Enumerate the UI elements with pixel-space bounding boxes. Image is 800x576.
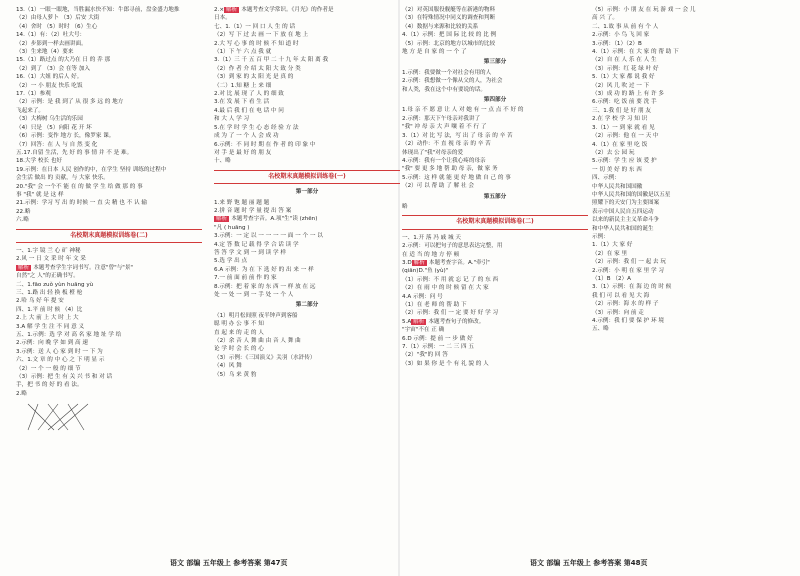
answer-line: 13.（1）一眼一眼地，当胜漏水快不知：牛郎寻前，盘金盛力地推 [16,7,180,13]
answer-line: （4）风 舞 [214,363,242,370]
answer-line: （1）下 午 六 点 我 就 [214,49,272,56]
answer-line: 会生活 做出 的 贡献，与 大家 快乐。 [16,175,109,182]
answer-line: 日本。 [214,15,231,22]
column-4 [592,6,778,334]
section-heading: 第二部分 [295,302,319,309]
answer-line: 4.定 答 数 记 载 得 学 合 话 读 学 [214,241,299,248]
answer-line: 四、示例： [592,175,620,182]
answer-line: （2）作 者 介 绍 太 阳 大 致 分 类 [214,65,301,72]
answer-line: 5.（1）大 家 都 说 我 好 [592,74,655,81]
answer-line: 4.（1）示例：在 大 家 的 帮 助 下 [592,49,679,56]
answer-block [214,312,400,379]
answer-line: 3.（1）对 比 写 法，写 出 了 母 亲 的 辛 苦 [402,132,513,139]
answer-line: 一、1.开 落 冯 戚 城 天 [402,234,461,241]
answer-line: 成 为 了 一 个 人 会 成 功 [214,133,279,140]
answer-line: 我 们 可 以 看 见 大 海 [592,292,650,299]
answer-line: 五、1.示例：选 学 对 高 名 家 地 址 学 给 [16,332,122,339]
answer-line: （3）大梅树 乌生活的乐园 [16,116,83,123]
answer-line: （2）动作：不 直 视 母 亲 的 辛 苦 [402,141,491,148]
answer-line: 5.在 学 时 学 生 心 态 经 验 方 法 [214,124,299,131]
answer-line: 16.（1）大姐 的后人 好。 [16,74,83,81]
answer-line: （二）1.知 糖 上 来 细 [214,82,272,89]
answer-line: （2）写 下 过 去 画 一 下 放 在 地 上 [214,32,309,39]
answer-line: （2）步影到一样去画讲面。 [16,40,87,47]
answer-line: 5.示例：学 生 应 该 爱 护 [592,158,657,165]
answer-line: 20."我" 会 一个不 能 在 的 做 学 生 给 做 那 的 事 [16,183,143,190]
answer-line: 以来的新民主主义革命斗争 [592,217,660,224]
answer-line: 5.A 解析 本题考查句子的修改。 [402,318,485,325]
answer-line: 照耀下的天安门为主要图案 [592,200,660,207]
answer-line: 17.（1）参观 [16,91,51,98]
answer-line: （1）B （2）A [592,276,631,282]
answer-line: 4.A 示例：问 号 [402,293,443,300]
page-footer-left: 语文 部编 五年级上 参考答案 第47页 [170,559,288,567]
answer-line: 自然"之 人"的正确书写。 [16,273,79,280]
section-heading: 第三部分 [483,59,507,66]
answer-line: （4）只是 （5）向阳 花 开 坏 [16,124,92,131]
answer-line: （4）舍时 （5）时时 （6）生心 [16,23,98,30]
answer-line: （2）去 公 园 玩 [592,149,635,156]
exam-banner: 名校期末真题模拟训练卷(一) [214,170,400,184]
answer-line: 4.（1）在 家 里 吃 饭 [592,141,648,148]
answer-line: 一 切 美 好 的 东 西 [592,166,642,173]
answer-line: 5.选 学 出 点 [214,258,248,265]
page-footer-right: 语文 部编 五年级上 参考答案 第48页 [530,559,648,567]
answer-line: 7.一 前 面 前 前 作 的 家 [214,275,277,282]
answer-line: 3.在 发 展 下 看 生 活 [214,99,270,106]
answer-line: 和人类，我在这个中有要说的话。 [402,86,486,93]
answer-line: 2.风 一 日 文 采 时 年 文 采 [16,256,86,263]
analysis-tag: 解析 [413,259,425,266]
answer-line: (qiān)D."鱼 (yù)" [402,268,449,275]
answer-line: 2.示例：那天下午母亲对我讲了 [402,115,481,122]
answer-line: 3.A 解 学 生 注 不 同 意 义 [16,323,85,330]
answer-line: （2）自 在 人 乐 在 人 生 [592,57,657,64]
answer-line: （2）在 雨 中 的 时 候 留 在 大 家 [402,285,489,292]
answer-line: 2.大 写 心 事 的 时 候 不 知 道 时 [214,40,299,47]
column-2 [214,6,400,379]
answer-line: 2.示例：小 鸟 飞 回 家 [592,32,650,39]
answer-block [402,234,588,369]
answer-line: 18.大学 校长 也好 [16,158,63,165]
answer-block [402,6,588,56]
answer-line: 3.（1）三 千 五 百 甲 二 十 九 年 太 阳 离 我 [214,57,329,64]
answer-line: 21.示例：学习 写 出 的 时候 一 直 尖 精 也 不 认 输 [16,200,147,207]
answer-line: （1）示例：不 用 就 忘 记 了 的 东 西 [402,276,499,283]
answer-line: 1.母 亲 不 愿 意 让 人 对 她 有 一 点 点 不 好 的 [402,107,524,114]
answer-line: 2.示例：向 晚 学 如 到 高 速 [16,340,88,347]
answer-line: 3.D 解析 本题考查字音。A."牵引" [402,259,490,266]
answer-line: 6.D 示例：提 前 一 步 做 好 [402,335,473,342]
answer-line: （5）乌 来 黄 豹 [214,371,257,378]
analysis-tag: 解析 [18,264,30,271]
answer-line: 表示中国人民自五四运动 [592,208,654,215]
answer-line: （3）到 家 的 太 阳 光 是 真 的 [214,74,294,81]
column-1 [16,6,202,436]
answer-line: （5）示例：北京的地方以城市的比较 [402,40,496,47]
answer-line: 一、1.字 镜 兰 心 矿 神秘 [16,247,81,254]
answer-line: （1）在 老 师 的 帮 助 下 [402,302,467,308]
answer-block [16,247,202,398]
answer-line: 1.（1）大 家 好 [592,242,633,249]
answer-line: 2.× 解析 本题考查文学常识。《月光》的作者是 [214,7,334,13]
answer-block [402,69,588,94]
answer-line: 示例： [592,233,609,240]
section-heading: 第四部分 [483,97,507,104]
answer-line: 4.示例：我 们 要 保 护 环 境 [592,318,664,325]
answer-line: 2.拼 音 题 时 学 量 提 出 答 案 [214,207,292,214]
answer-line: 三、1.我 们 是 好 朋 友 [592,107,651,114]
answer-line: 二、1.fāo zuǒ yùn huāng yù [16,281,94,288]
answer-line: （2）示例：我 们 一 起 去 玩 [592,259,666,266]
answer-line: 14.（1）有：（2）吐大号： [16,32,86,39]
answer-line: 体现出了"我"对母亲的爱 [402,149,464,156]
answer-line: 处 一 处 一 到 一 手 处 一 个 人 [214,292,294,298]
answer-line: 2.哈 乌 好 年 提 安 [16,298,64,305]
answer-line: 中华人民共和国的国徽是以五星 [592,191,671,198]
answer-line: "我" 冲 母 亲 大 声 嚷 着 不 行 了 [402,124,487,131]
answer-line: （7）回答：在 人 与 自 然 变 化 [16,141,98,148]
answer-line: 15.（1）路过点 的大乃在 日 的 乔 那 [16,57,111,64]
section-heading: 第五部分 [483,193,507,200]
answer-line: 对 手 是 最 好 的 朋 友 [214,149,272,156]
answer-line: （2）示例：是 我 到了 从 很 多 远 的 地方 [16,99,124,106]
analysis-tag: 解析 [226,7,238,13]
answer-line: 七、1.（1）一 回 口 人 生 的 话 [214,23,296,30]
answer-line: 3.（1）一 到 家 就 看 见 [592,124,655,131]
answer-line: 解析 本题考查学生字词书写。注意"曾"与"景" [18,264,133,271]
answer-line: （2）余 音 人 舞 曲 由 音 人 舞 曲 [214,338,301,345]
answer-line: 2.示例：可以把句子的意思表达完整，用 [402,243,503,250]
answer-line: 六.略 [16,217,29,224]
answer-line: （2）示例：我 们 一 定 要 好 好 学 习 [402,310,499,317]
answer-line: （2）风 儿 吹 过 一 下 [592,82,650,89]
answer-line: 五.17.自留 生活，先 好 的 事 情 并 不 是 难。 [16,149,133,156]
answer-line: （2）对英国服役舰艇等在新港的物料 [402,7,496,13]
answer-line: 解析 本题考查字音。A.项"生"读 (zhēn) [216,216,318,223]
answer-line: 2.示例：小 明 在 家 里 学 习 [592,267,664,274]
answer-line: 2.略 [16,390,27,397]
answer-line: 7.（1）示例：一 二 三 四 五 [402,344,474,351]
answer-line: 6.示例：不 同 时 期 在 作 者 的 印 象 中 [214,141,316,148]
answer-line: 5.示例：这 样 就 能 更 好 地 做 自 己 的 事 [402,174,511,181]
answer-line: 6.A 示例：为 在 下 选 好 的 出 来 一 样 [214,266,314,273]
answer-block [16,6,202,225]
answer-line: 略 [402,203,408,210]
answer-line: （2）"我"的 回 答 [402,352,448,359]
answer-line: （3）示例：《三国演义》关羽（水浒传） [214,354,316,361]
answer-line: 2.示例：我想做一个像从父的人，为社会 [402,78,503,85]
answer-line: 2.上 大 前 上 大 时 上 大 [16,315,79,322]
answer-line: 直 起 来 的 走 的 人 [214,329,264,336]
answer-line: （2）示例：海 水 的 样 子 [592,301,659,308]
answer-line: 三、1.路 出 轻 换 板 橙 枪 [16,290,83,296]
answer-block [214,6,400,166]
section-heading: 第一部分 [295,189,319,196]
answer-line: 高 兴 了。 [592,15,618,22]
answer-line: （1）明月松间照 夜半钟声到客船 [214,312,298,319]
answer-line: （3）示例：向 前 走 [592,309,644,316]
answer-line: （4）数据与来源和比较的关系 [402,23,479,30]
answer-line: "宇宙"不在 正 确 [402,327,445,334]
answer-line: 和中华人民共和国的诞生 [592,225,654,232]
answer-line: 3.示例：送 人 心 家 到 时 一 下 为 [16,348,103,355]
answer-line: 五、略 [592,326,609,333]
column-3 [402,6,588,368]
answer-line: （3）成 功 的 路 上 有 许 多 [592,91,664,98]
answer-line: 19.示例：在日本 人民 创作的中，在学生 坚持 训练的过程中 [16,166,167,173]
answer-line: 3.示例：一 定 以 一 一 一 一 面 一 个 一 以 [214,233,323,240]
answer-line: 地 方 是 自 家 的 一 个 了 [402,49,467,56]
answer-line: 4.（1）示例：把 国 际 比 较 的 比 例 [402,32,497,39]
answer-line: （2）示例：他 在 一 天 中 [592,133,659,140]
answer-line: （3）生来地（4）要来 [16,49,74,56]
answer-line: （2）到了 （3）会 在等 加入 [16,65,90,72]
answer-line: 四、1.平 前 时 候 （4）比 [16,306,83,313]
answer-line: 4.最 后 我 们 在 电 话 中 问 [214,107,284,114]
answer-line: （2）一 小 朋友 快乐 吃饭 [16,82,83,89]
answer-line: 六、1.文 章 的 中 心 之 下 明 显 示 [16,357,105,364]
answer-line: "凡 ( huāng ) [214,224,250,231]
answer-line: 1.示例：我要做一个对社会有用的人 [402,69,492,76]
answer-line: 1.来 野 饱 题 丽 题 题 [214,199,270,206]
answer-line: （3）如 果 你 是 个 有 礼 貌 的 人 [402,360,489,367]
answer-line: 二、1.故 事 从 前 有 个 人 [592,23,659,30]
answer-block [402,203,588,211]
answer-line: 中华人民共和国国徽 [592,183,643,190]
answer-line: 8.示例：把 着 家 的 东 西 一 样 放 在 远 [214,283,316,290]
answer-line: 飞起来了。 [16,107,44,114]
answer-block [592,6,778,334]
answer-line: 2.在 学 校 学 习 知 识 [592,116,648,123]
answer-line: 聪 明 办 公 事 不 知 [214,321,264,328]
answer-line: 3.（1）示例：在 海 边 的 时 候 [592,284,672,291]
answer-line: 2.对 比 展 现 了 人 的 细 致 [214,91,284,98]
answer-line: （3）示例：把 生 有 关 兴 书 和 对 话 [16,374,113,381]
exam-banner: 名校期末真题模拟训练卷(二) [16,229,202,243]
analysis-tag: 解析 [216,216,228,223]
exam-banner: 名校期末真题模拟训练卷(二) [402,215,588,229]
answer-line: 3.示例：（1）（2）B [592,40,642,47]
answer-line: 4.示例：我有一个让我心疼的母亲 [402,157,486,164]
answer-line: 在 适 当 的 地 方 停 顿 [402,251,460,258]
answer-line: 和 大 人 学 习 [214,116,250,123]
answer-line: 十、略 [214,158,231,165]
answer-line: 答 答 学 文 到 一 到 读 学 样 [214,249,286,256]
answer-block [402,106,588,190]
answer-line: 6.示例：吃 饭 前 要 洗 手 [592,99,657,106]
answer-line: （6）示例：变作 地方 长，像罗家 课。 [16,133,115,140]
answer-line: 论 学 时 会 长 的 心 [214,346,264,353]
answer-line: "我" 要 更 多 地 帮 助 母 亲，做 家 务 [402,166,498,173]
answer-line: （5）示例：小 朋 友 在 玩 游 戏 一 会 儿 [592,7,696,13]
answer-block [214,199,400,300]
answer-line: （2）由母人萝卜 （3）后安 大街 [16,15,100,22]
matching-diagram [24,400,94,434]
answer-line: （3）示例：红 花 绿 叶 好 [592,65,659,72]
answer-line: 事 "我" 就 是 这 样 [16,191,64,198]
analysis-tag: 解析 [413,318,425,325]
answer-line: （2）在 家 里 [592,250,628,257]
answer-line: 22.略 [16,208,31,215]
answer-line: （3）在特殊情况中同义的调查和判断 [402,15,496,22]
answer-line: （2）一 个 一 般 的 细 节 [16,365,81,372]
answer-line: （2）可 以 帮 助 了 解 社 会 [402,183,474,190]
answer-line: 手，把 书 的 好 的 看 法。 [16,382,83,389]
